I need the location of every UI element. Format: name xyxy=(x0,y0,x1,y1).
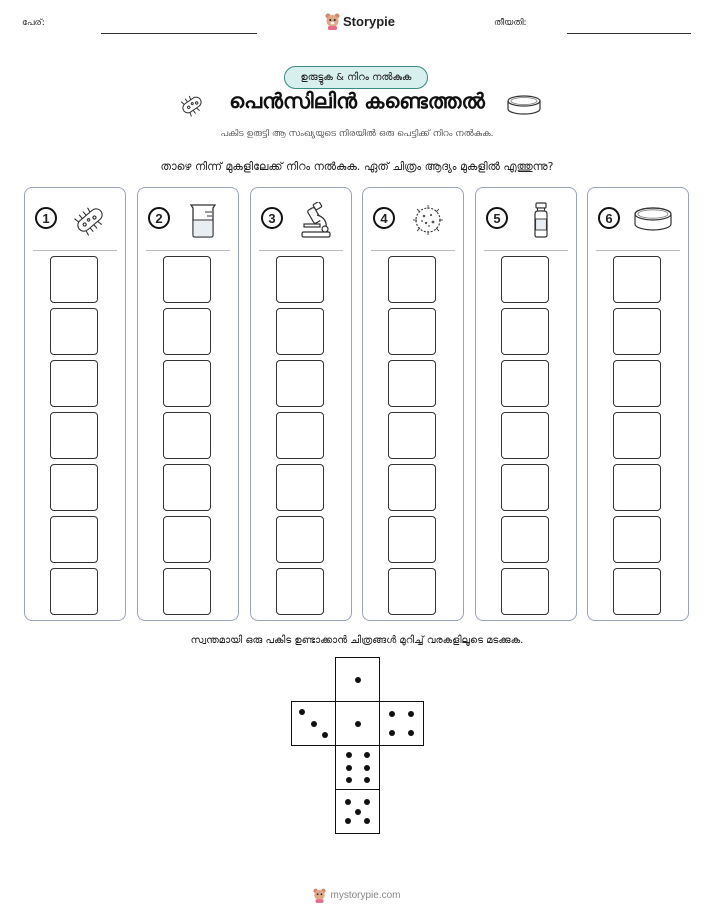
color-box[interactable] xyxy=(276,308,324,355)
die-pip xyxy=(408,711,414,717)
color-box[interactable] xyxy=(163,256,211,303)
bear-logo-icon xyxy=(325,13,340,30)
die-face-5 xyxy=(335,789,380,834)
color-box[interactable] xyxy=(388,516,436,563)
column-divider xyxy=(484,250,568,251)
die-face-3 xyxy=(291,701,336,746)
column-5 xyxy=(475,187,577,621)
die-pip xyxy=(389,711,395,717)
color-box[interactable] xyxy=(501,516,549,563)
subtitle: പകിട ഉരുട്ടി ആ സംഖ്യയുടെ നിരയിൽ ഒരു പെട്ടിക്ക് നിറം നൽകുക. xyxy=(220,129,494,139)
die-pip xyxy=(364,777,370,783)
die-pip xyxy=(346,777,352,783)
color-box[interactable] xyxy=(163,516,211,563)
color-box[interactable] xyxy=(501,308,549,355)
instruction-text: താഴെ നിന്ന് മുകളിലേക്ക് നിറം നൽകുക. ഏത് ചിത്രം ആദ്യം മുകളിൽ എത്തുന്നു? xyxy=(160,160,554,173)
brand-logo xyxy=(325,13,395,30)
color-box[interactable] xyxy=(163,308,211,355)
page-title: പെൻസിലിൻ കണ്ടെത്തൽ xyxy=(229,89,485,113)
color-box[interactable] xyxy=(50,516,98,563)
column-divider xyxy=(146,250,230,251)
color-box[interactable] xyxy=(50,464,98,511)
microscope-icon xyxy=(296,202,336,238)
color-box[interactable] xyxy=(163,568,211,615)
bacteria-icon xyxy=(70,202,110,238)
color-box[interactable] xyxy=(276,516,324,563)
die-pip xyxy=(311,721,317,727)
name-label: പേര്: xyxy=(22,18,45,28)
die-pip xyxy=(299,709,305,715)
column-divider xyxy=(596,250,680,251)
color-box[interactable] xyxy=(50,256,98,303)
date-line[interactable] xyxy=(567,33,691,34)
color-box[interactable] xyxy=(613,568,661,615)
fold-instruction: സ്വന്തമായി ഒരു പകിട ഉണ്ടാക്കാൻ ചിത്രങ്ങൾ മുറിച്ച് വരകളിലൂടെ മടക്കുക. xyxy=(190,635,524,646)
color-box[interactable] xyxy=(276,360,324,407)
color-box[interactable] xyxy=(388,464,436,511)
die-face-4 xyxy=(379,701,424,746)
die-face-1 xyxy=(335,701,380,746)
activity-tag: ഉരുട്ടുക & നിറം നൽകുക xyxy=(284,66,428,89)
color-box[interactable] xyxy=(613,412,661,459)
color-box[interactable] xyxy=(50,308,98,355)
color-box[interactable] xyxy=(613,464,661,511)
column-header xyxy=(35,202,117,238)
column-number-badge: 2 xyxy=(148,207,170,229)
die-pip xyxy=(345,818,351,824)
column-number-badge: 5 xyxy=(486,207,508,229)
footer xyxy=(0,888,714,903)
petri-dish-icon xyxy=(633,202,673,238)
color-box[interactable] xyxy=(501,464,549,511)
column-divider xyxy=(371,250,455,251)
die-face-6 xyxy=(335,745,380,790)
color-box[interactable] xyxy=(388,308,436,355)
color-box[interactable] xyxy=(501,412,549,459)
die-pip xyxy=(364,799,370,805)
column-3 xyxy=(250,187,352,621)
color-box[interactable] xyxy=(388,360,436,407)
color-box[interactable] xyxy=(613,516,661,563)
color-box[interactable] xyxy=(388,568,436,615)
column-1 xyxy=(24,187,126,621)
die-pip xyxy=(345,799,351,805)
color-box[interactable] xyxy=(163,360,211,407)
column-divider xyxy=(33,250,117,251)
column-header xyxy=(598,202,680,238)
color-box[interactable] xyxy=(613,308,661,355)
column-header xyxy=(373,202,455,238)
name-line[interactable] xyxy=(101,33,257,34)
bear-footer-icon xyxy=(313,888,326,903)
color-box[interactable] xyxy=(501,568,549,615)
die-pip xyxy=(322,732,328,738)
die-pip xyxy=(408,730,414,736)
die-pip xyxy=(346,765,352,771)
die-pip xyxy=(346,752,352,758)
color-box[interactable] xyxy=(501,360,549,407)
color-box[interactable] xyxy=(613,256,661,303)
brand-name: Storypie xyxy=(343,14,396,29)
color-box[interactable] xyxy=(388,412,436,459)
column-divider xyxy=(259,250,343,251)
die-face-1 xyxy=(335,657,380,702)
column-number-badge: 1 xyxy=(35,207,57,229)
column-header xyxy=(148,202,230,238)
color-box[interactable] xyxy=(388,256,436,303)
color-box[interactable] xyxy=(163,464,211,511)
die-pip xyxy=(364,818,370,824)
column-4 xyxy=(362,187,464,621)
die-pip xyxy=(364,765,370,771)
column-number-badge: 3 xyxy=(261,207,283,229)
vial-icon xyxy=(521,202,561,238)
color-box[interactable] xyxy=(276,256,324,303)
column-number-badge: 4 xyxy=(373,207,395,229)
beaker-icon xyxy=(183,202,223,238)
footer-url: mystorypie.com xyxy=(330,890,401,901)
color-box[interactable] xyxy=(501,256,549,303)
color-box[interactable] xyxy=(50,360,98,407)
column-6 xyxy=(587,187,689,621)
color-box[interactable] xyxy=(276,464,324,511)
die-pip xyxy=(389,730,395,736)
column-number-badge: 6 xyxy=(598,207,620,229)
color-box[interactable] xyxy=(613,360,661,407)
petri-dish-title-icon xyxy=(506,94,542,118)
column-header xyxy=(486,202,568,238)
color-box[interactable] xyxy=(276,568,324,615)
mold-spore-icon xyxy=(408,202,448,238)
color-box[interactable] xyxy=(50,568,98,615)
die-pip xyxy=(355,721,361,727)
color-box[interactable] xyxy=(50,412,98,459)
die-pip xyxy=(355,809,361,815)
color-box[interactable] xyxy=(276,412,324,459)
date-label: തീയതി: xyxy=(494,18,527,28)
die-pip xyxy=(355,677,361,683)
column-header xyxy=(261,202,343,238)
die-pip xyxy=(364,752,370,758)
color-box[interactable] xyxy=(163,412,211,459)
column-2 xyxy=(137,187,239,621)
